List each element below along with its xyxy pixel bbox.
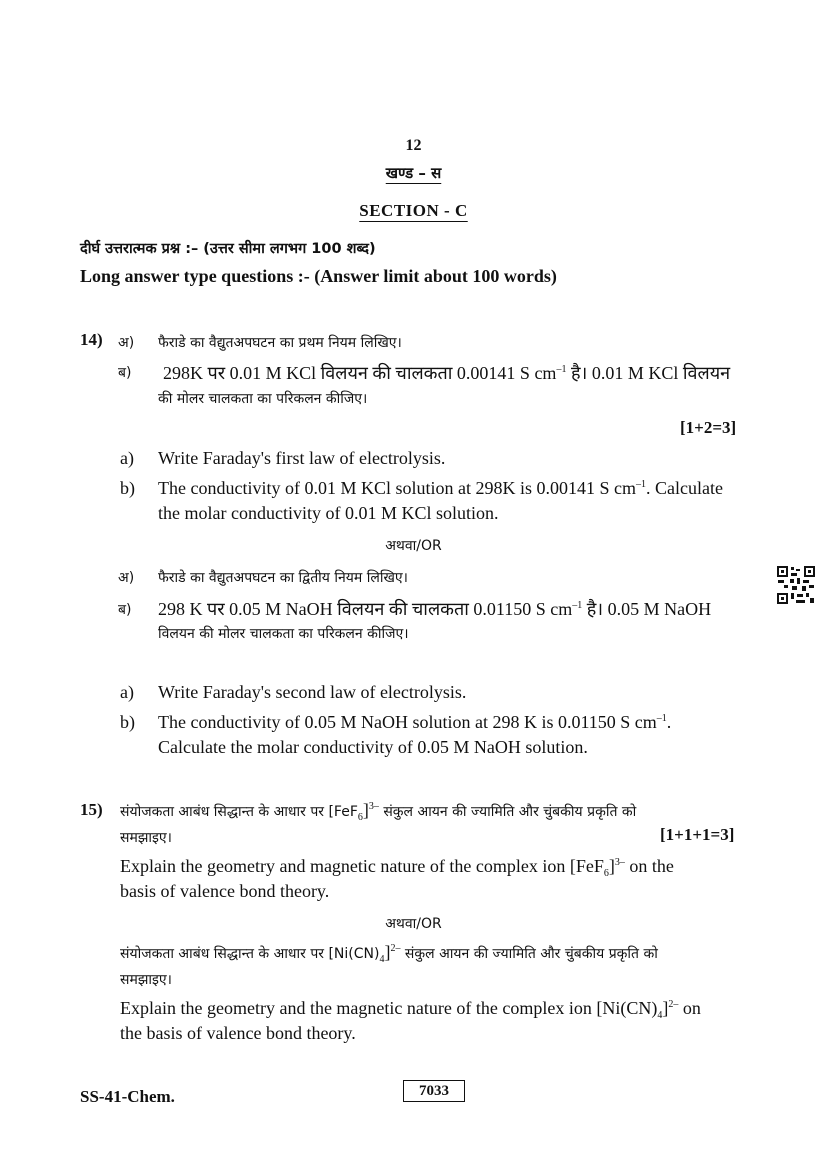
q15-hi-sup: 3–	[368, 801, 379, 812]
q15-line2-en: basis of valence bond theory.	[120, 881, 330, 901]
instruction-en: Long answer type questions :- (Answer limit about 100 words)	[80, 266, 557, 286]
q14-number: 14)	[80, 330, 103, 349]
q14-b-line1-hi	[163, 361, 748, 385]
q14-a-label-en: a)	[120, 448, 134, 468]
q15-en-part1: Explain the geometry and magnetic nature of the complex ion [FeF	[120, 856, 604, 876]
paper-code: SS-41-Chem.	[80, 1087, 175, 1106]
q15-alt-line2-hi: समझाइए।	[120, 972, 172, 988]
q14-alt-b-line2-hi: विलयन की मोलर चालकता का परिकलन कीजिए।	[158, 626, 409, 642]
q14-b-label-hi: ब)	[118, 365, 132, 381]
q15-line2-hi: समझाइए।	[120, 830, 172, 846]
q14-alt-a-label-en: a)	[120, 682, 134, 702]
q15-alt-line1-hi: संयोजकता आबंध सिद्धान्त के आधार पर $[Ni(CN)_4]^{2-}$ संकुल आयन की ज्यामिति और चुंबकीय प्रकृति को	[120, 942, 658, 965]
q14-alt-b-sup: –1	[572, 600, 583, 611]
q14-b-line2-hi: की मोलर चालकता का परिकलन कीजिए।	[158, 391, 368, 407]
q15-hi-part2: संकुल आयन की ज्यामिति और चुंबकीय प्रकृति को	[378, 804, 637, 820]
q14-alt-a-text-en: Write Faraday's second law of electrolysis.	[158, 682, 467, 702]
q14-alt-b-line1-en	[158, 712, 671, 733]
section-en-text: SECTION - C	[359, 201, 468, 220]
q14-b-line2-en: the molar conductivity of 0.01 M KCl solution.	[158, 503, 499, 523]
q14-b-label-en: b)	[120, 478, 135, 498]
q14-alt-b-line1-hi	[158, 597, 711, 621]
q14-b-sup: –1	[556, 364, 567, 375]
q14-b-en-sup: –1	[635, 479, 646, 490]
q14-marks: [1+2=3]	[680, 418, 737, 437]
q14-a-text-en: Write Faraday's first law of electrolysis.	[158, 448, 446, 468]
q15-hi-part1: संयोजकता आबंध सिद्धान्त के आधार पर [FeF	[120, 804, 358, 820]
section-title-en	[0, 201, 827, 221]
section-title-hi	[0, 163, 827, 183]
q15-alt-en-part1: Explain the geometry and the magnetic nature of the complex ion [Ni(CN)	[120, 998, 658, 1018]
q14-alt-b-en-sup: –1	[656, 713, 667, 724]
q14-alt-b-en-part1: The conductivity of 0.05 M NaOH solution at 298 K is 0.01150 S cm	[158, 712, 657, 732]
q15-alt-en-sub: 4	[657, 1010, 663, 1021]
q14-b-line1-en	[158, 478, 723, 499]
q14-alt-b-label-hi: ब)	[118, 602, 132, 618]
qr-code-icon	[776, 565, 816, 605]
q14-a-text-hi: फैराडे का वैद्युतअपघटन का प्रथम नियम लिखिए।	[158, 335, 402, 351]
q14-a-label-hi: अ)	[118, 335, 135, 351]
q15-alt-line1-en: Explain the geometry and the magnetic nature of the complex ion $[Ni(CN)_4]^{2-}$ on	[120, 998, 701, 1021]
q15-line1-en: Explain the geometry and magnetic nature of the complex ion $[FeF_6]^{3-}$ on the	[120, 856, 674, 879]
q14-or: अथवा/OR	[385, 538, 442, 554]
q14-alt-b-en-part2: .	[666, 712, 672, 732]
q15-en-sup: 3–	[614, 857, 625, 868]
q14-alt-b-line2-en: Calculate the molar conductivity of 0.05 M NaOH solution.	[158, 737, 588, 757]
q14-b-en-part1: The conductivity of 0.01 M KCl solution at 298K is 0.00141 S cm	[158, 478, 636, 498]
q14-alt-b-part1: 298 K पर 0.05 M NaOH विलयन की चालकता 0.01150 S cm	[158, 599, 573, 619]
page-number: 12	[405, 137, 422, 154]
q15-hi-sub: 6	[357, 812, 363, 823]
q15-alt-en-part2: on	[678, 998, 701, 1018]
section-hi-text: खण्ड – स	[385, 164, 442, 182]
q14-alt-a-text-hi: फैराडे का वैद्युतअपघटन का द्वितीय नियम लिखिए।	[158, 570, 408, 586]
instruction-hi: दीर्घ उत्तरात्मक प्रश्न :– (उत्तर सीमा लगभग 100 शब्द)	[80, 241, 376, 257]
q14-alt-b-label-en: b)	[120, 712, 135, 732]
q15-en-part2: on the	[624, 856, 674, 876]
q14-alt-a-label-hi: अ)	[118, 570, 135, 586]
q15-or: अथवा/OR	[385, 916, 442, 932]
q15-alt-en-sup: 2–	[668, 999, 679, 1010]
q15-alt-line2-en: the basis of valence bond theory.	[120, 1023, 356, 1043]
q15-line1-hi: संयोजकता आबंध सिद्धान्त के आधार पर $[FeF_6]^{3-}$ संकुल आयन की ज्यामिति और चुंबकीय प्रकृति को	[120, 800, 637, 823]
q15-alt-hi-part2: संकुल आयन की ज्यामिति और चुंबकीय प्रकृति को	[400, 946, 658, 962]
q14-b-part2: है। 0.01 M KCl विलयन	[566, 363, 731, 383]
q15-en-sub: 6	[603, 868, 609, 879]
q15-alt-hi-part1: संयोजकता आबंध सिद्धान्त के आधार पर [Ni(CN)	[120, 946, 380, 962]
q15-alt-hi-sup: 2–	[390, 943, 401, 954]
q15-number: 15)	[80, 800, 103, 819]
q14-alt-b-part2: है। 0.05 M NaOH	[582, 599, 712, 619]
q14-b-en-part2: . Calculate	[645, 478, 723, 498]
q15-alt-hi-sub: 4	[379, 954, 385, 965]
q14-b-part1: 298K पर 0.01 M KCl विलयन की चालकता 0.00141 S cm	[163, 363, 557, 383]
code-box: 7033	[403, 1080, 465, 1102]
q15-marks: [1+1+1=3]	[660, 825, 735, 844]
